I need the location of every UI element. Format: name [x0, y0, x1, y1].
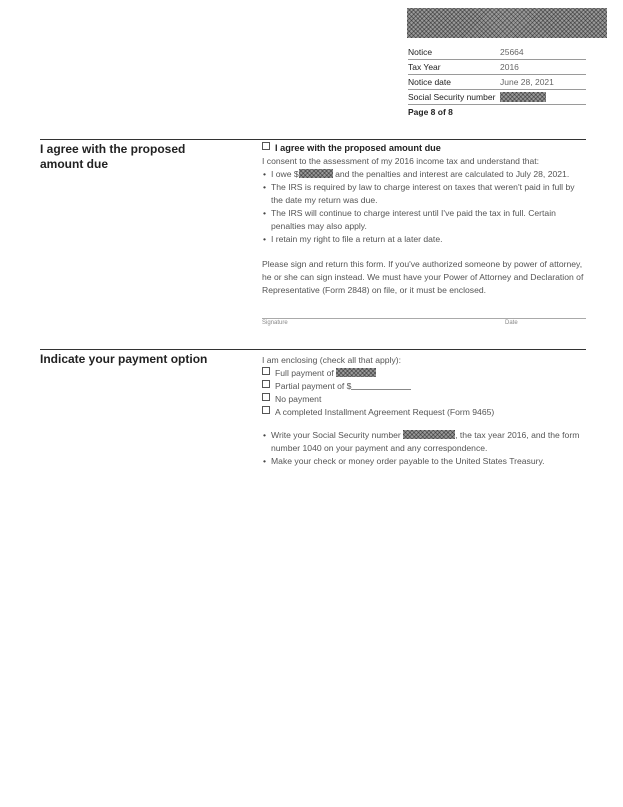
section-divider [40, 139, 586, 140]
payment-bullet-list [262, 429, 587, 468]
ssn-label: Social Security number [408, 92, 496, 102]
notice-date-value: June 28, 2021 [500, 77, 554, 87]
full-amount-redacted [336, 368, 376, 377]
signature-label: Signature [262, 320, 288, 326]
consent-text: I consent to the assessment of my 2016 income tax and understand that: [262, 156, 540, 166]
notice-info-table [408, 45, 586, 119]
agree-section-body [262, 142, 587, 297]
full-payment-label: Full payment of [275, 368, 337, 378]
notice-value: 25664 [500, 47, 524, 57]
date-label: Date [505, 320, 518, 326]
installment-label: A completed Installment Agreement Request (Form 9465) [275, 407, 495, 417]
full-payment-checkbox[interactable] [262, 367, 270, 375]
agree-checkbox-row[interactable] [262, 142, 587, 155]
list-item: • The IRS is required by law to charge interest on taxes that weren't paid in full by the date my return was due. [262, 181, 587, 207]
installment-checkbox[interactable] [262, 406, 270, 414]
partial-payment-checkbox[interactable] [262, 380, 270, 388]
redacted-block [407, 8, 607, 38]
page-number: Page 8 of 8 [408, 107, 453, 117]
ssn-instruction-suffix: , the tax year 2016, and the form number 1040 on your payment and any correspondence. [271, 430, 580, 453]
payment-intro: I am enclosing (check all that apply): [262, 355, 401, 365]
notice-date-row [408, 75, 586, 90]
no-payment-checkbox[interactable] [262, 393, 270, 401]
partial-amount-field[interactable] [351, 381, 411, 390]
owe-suffix: and the penalties and interest are calculated to July 28, 2021. [332, 169, 570, 179]
partial-payment-option[interactable] [262, 380, 587, 393]
payment-section-body [262, 354, 587, 468]
section-divider [40, 349, 586, 350]
agree-bullet-list [262, 168, 587, 246]
ssn-instruction-prefix: Write your Social Security number [271, 430, 404, 440]
tax-year-row [408, 60, 586, 75]
payment-section-title: Indicate your payment option [40, 352, 208, 366]
list-item [262, 168, 587, 181]
ssn-row [408, 90, 586, 105]
page-row [408, 105, 586, 119]
agree-checkbox[interactable] [262, 142, 270, 150]
ssn-redacted [500, 92, 546, 102]
full-payment-option[interactable] [262, 367, 587, 380]
list-item [262, 429, 587, 455]
signature-line[interactable] [262, 318, 586, 319]
notice-date-label: Notice date [408, 77, 451, 87]
list-item: • Make your check or money order payable to the United States Treasury. [262, 455, 587, 468]
notice-row [408, 45, 586, 60]
amount-redacted [299, 169, 333, 178]
installment-option[interactable] [262, 406, 587, 419]
notice-label: Notice [408, 47, 433, 57]
list-item: • I retain my right to file a return at a later date. [262, 233, 587, 246]
sign-instructions: Please sign and return this form. If you've authorized someone by power of attorney, he or she can sign instead. We must have your Power of Attorney and Declaration of Representative (Form 2848) on file, or it must be enclosed. [262, 259, 584, 295]
tax-year-label: Tax Year [408, 62, 441, 72]
no-payment-option[interactable] [262, 393, 587, 406]
tax-year-value: 2016 [500, 62, 519, 72]
list-item: • The IRS will continue to charge interest until I've paid the tax in full. Certain penalties may also apply. [262, 207, 587, 233]
agree-section-title: I agree with the proposed amount due [40, 142, 186, 171]
agree-checkbox-label: I agree with the proposed amount due [275, 143, 441, 153]
ssn-inline-redacted [403, 430, 455, 439]
partial-payment-label: Partial payment of $ [275, 381, 352, 391]
no-payment-label: No payment [275, 394, 322, 404]
owe-prefix: I owe $ [271, 169, 299, 179]
